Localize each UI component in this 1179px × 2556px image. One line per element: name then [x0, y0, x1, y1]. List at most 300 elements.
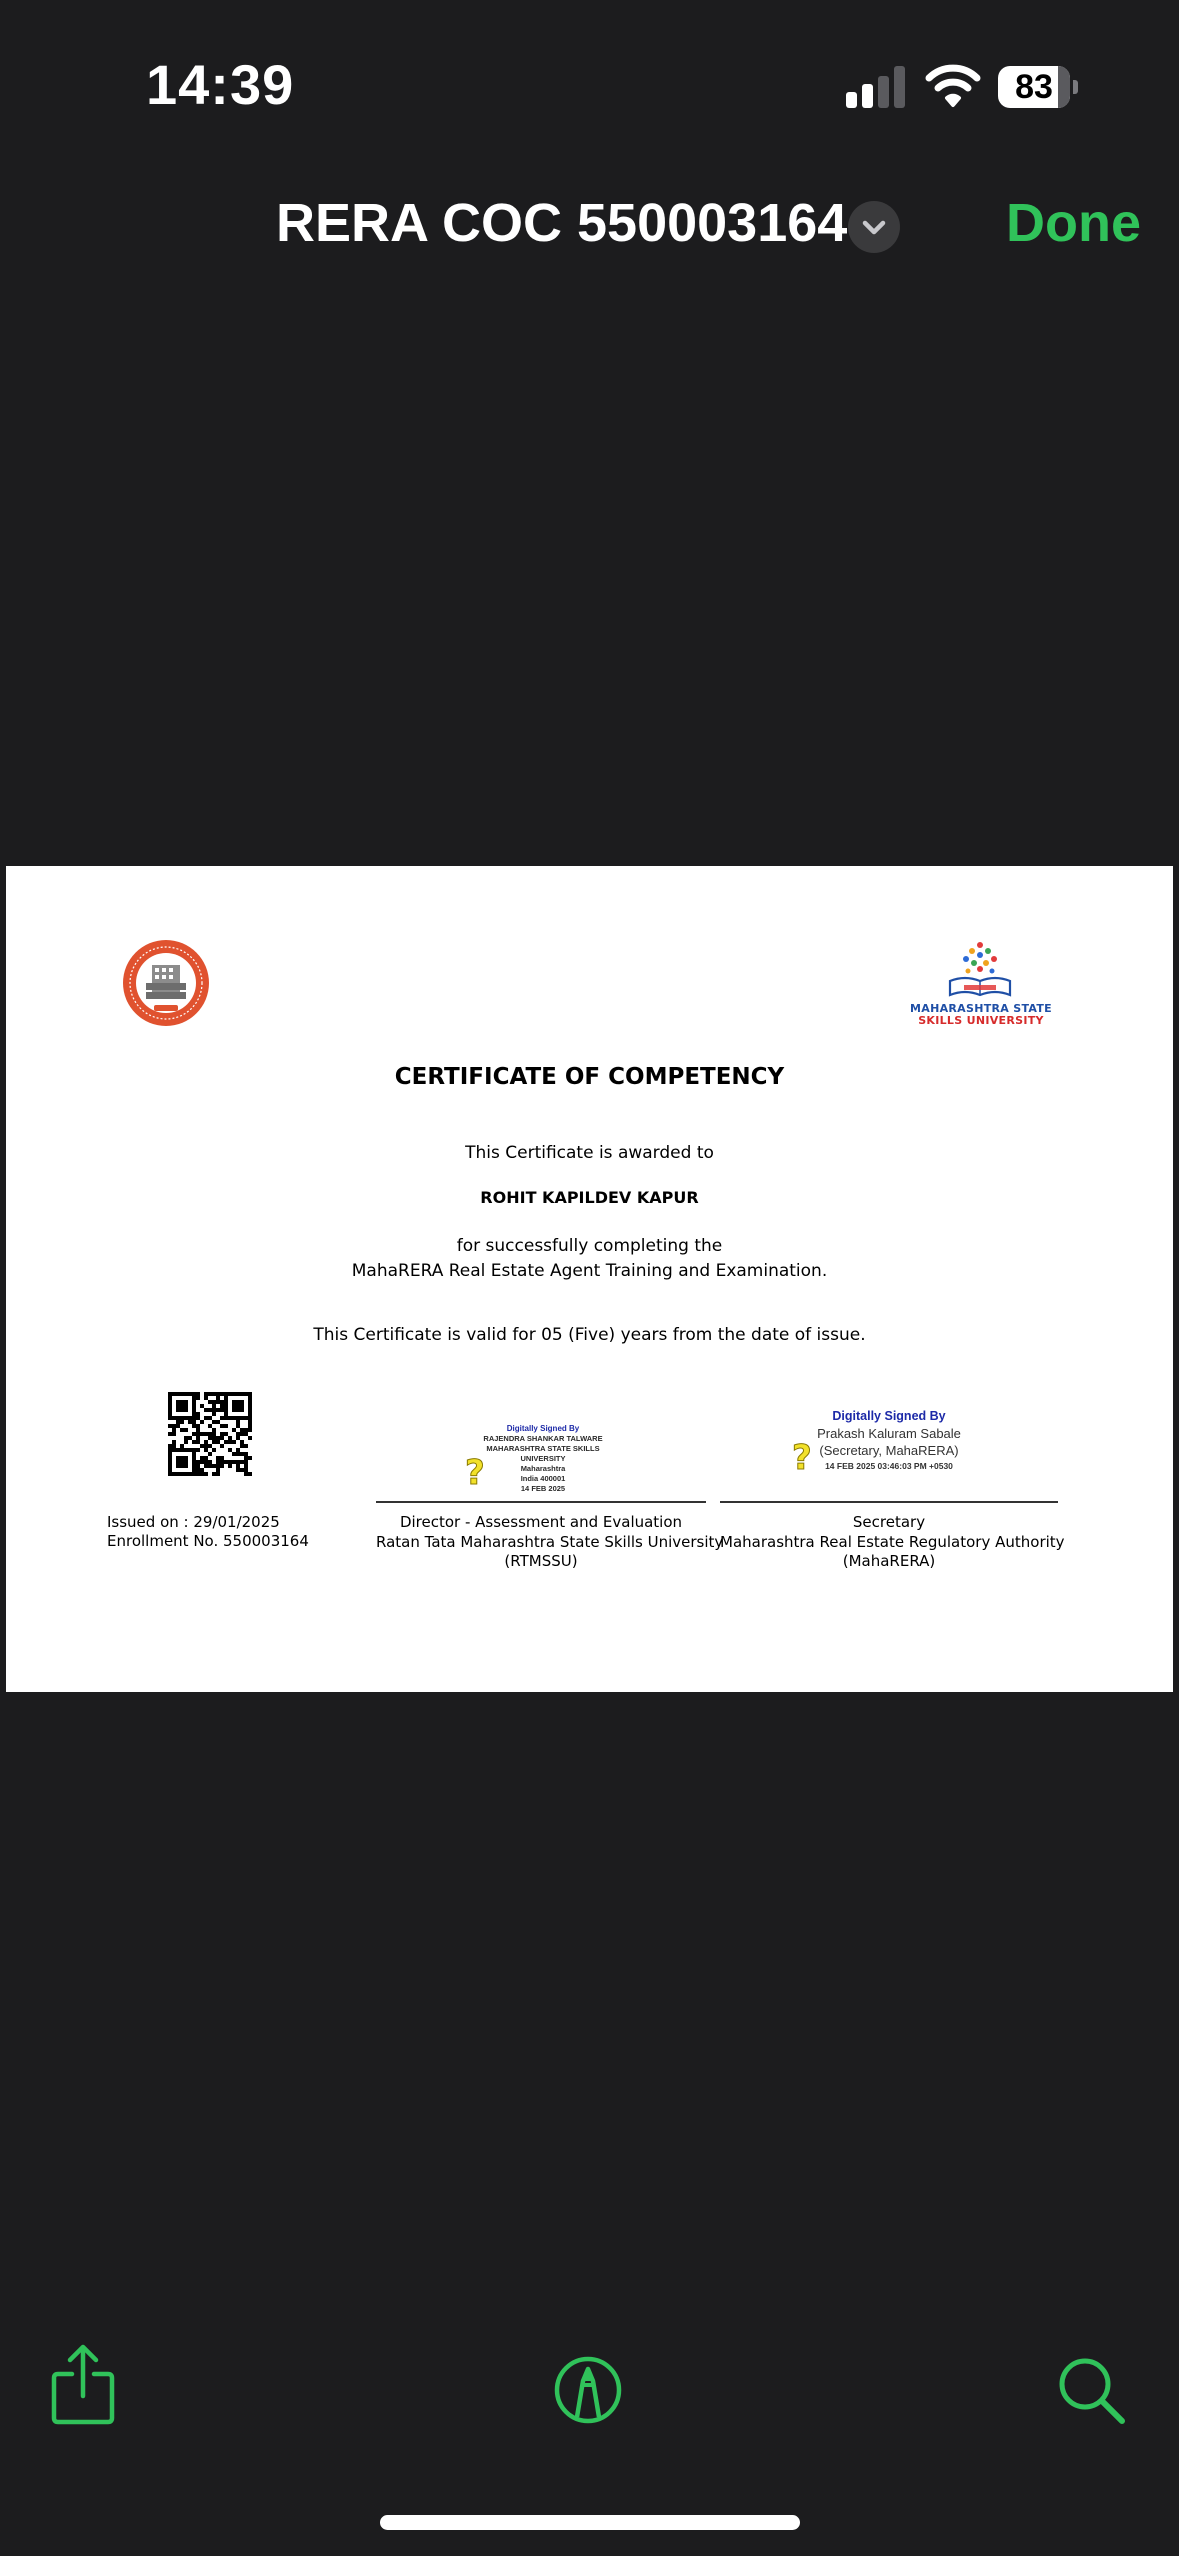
qr-module — [236, 1420, 240, 1424]
validity-text: This Certificate is valid for 05 (Five) years from the date of issue. — [313, 1325, 866, 1345]
qr-module — [184, 1408, 188, 1412]
qr-module — [168, 1472, 172, 1476]
qr-module — [188, 1472, 192, 1476]
qr-module — [220, 1400, 224, 1404]
qr-module — [224, 1396, 228, 1400]
qr-module — [188, 1420, 192, 1424]
certificate-heading: CERTIFICATE OF COMPETENCY — [394, 1064, 785, 1090]
qr-module — [180, 1420, 184, 1424]
qr-module — [236, 1448, 240, 1452]
qr-module — [232, 1416, 236, 1420]
qr-module — [176, 1460, 180, 1464]
title-menu-button[interactable] — [848, 201, 900, 253]
qr-module — [192, 1420, 196, 1424]
wifi-icon — [925, 62, 981, 110]
qr-module — [204, 1416, 208, 1420]
battery-percent: 83 — [1015, 68, 1053, 106]
qr-module — [176, 1472, 180, 1476]
qr-module — [184, 1404, 188, 1408]
qr-module — [184, 1456, 188, 1460]
qr-module — [212, 1400, 216, 1404]
qr-module — [204, 1432, 208, 1436]
qr-module — [196, 1472, 200, 1476]
caption-line: (RTMSSU) — [504, 1552, 578, 1570]
qr-module — [192, 1404, 196, 1408]
qr-module — [216, 1468, 220, 1472]
qr-module — [180, 1428, 184, 1432]
qr-module — [192, 1400, 196, 1404]
qr-module — [180, 1464, 184, 1468]
qr-module — [168, 1412, 172, 1416]
qr-module — [208, 1452, 212, 1456]
qr-module — [172, 1444, 176, 1448]
qr-module — [216, 1456, 220, 1460]
qr-module — [248, 1416, 252, 1420]
qr-module — [212, 1432, 216, 1436]
qr-module — [240, 1452, 244, 1456]
qr-module — [176, 1456, 180, 1460]
qr-module — [240, 1392, 244, 1396]
qr-module — [180, 1472, 184, 1476]
qr-module — [216, 1408, 220, 1412]
unverified-signature-icon: ? — [465, 1453, 485, 1493]
qr-module — [228, 1416, 232, 1420]
qr-module — [168, 1404, 172, 1408]
qr-module — [188, 1448, 192, 1452]
qr-module — [180, 1448, 184, 1452]
qr-module — [176, 1416, 180, 1420]
qr-module — [224, 1412, 228, 1416]
signal-bar — [894, 66, 905, 108]
qr-module — [172, 1392, 176, 1396]
qr-module — [196, 1448, 200, 1452]
qr-module — [244, 1468, 248, 1472]
qr-module — [212, 1428, 216, 1432]
qr-module — [236, 1452, 240, 1456]
qr-module — [224, 1408, 228, 1412]
qr-module — [216, 1400, 220, 1404]
qr-module — [168, 1432, 172, 1436]
qr-module — [196, 1392, 200, 1396]
qr-module — [200, 1420, 204, 1424]
caption-line: Ratan Tata Maharashtra State Skills University — [376, 1532, 724, 1551]
signature-1-line: UNIVERSITY — [520, 1454, 566, 1463]
signature-2-heading: Digitally Signed By — [832, 1409, 946, 1423]
qr-module — [168, 1396, 172, 1400]
qr-code — [168, 1392, 252, 1476]
qr-module — [240, 1408, 244, 1412]
qr-module — [244, 1392, 248, 1396]
maharera-seal-logo — [122, 939, 210, 1027]
completion-line-2: MahaRERA Real Estate Agent Training and Examination. — [351, 1261, 828, 1281]
qr-module — [212, 1464, 216, 1468]
qr-module — [192, 1440, 196, 1444]
qr-module — [188, 1436, 192, 1440]
signature-1-line: 14 FEB 2025 — [520, 1484, 566, 1493]
qr-module — [176, 1424, 180, 1428]
qr-module — [200, 1460, 204, 1464]
qr-module — [244, 1416, 248, 1420]
qr-module — [236, 1460, 240, 1464]
qr-module — [240, 1416, 244, 1420]
qr-module — [212, 1420, 216, 1424]
qr-module — [208, 1460, 212, 1464]
qr-module — [204, 1392, 208, 1396]
qr-module — [212, 1436, 216, 1440]
qr-module — [168, 1468, 172, 1472]
qr-module — [176, 1408, 180, 1412]
qr-module — [212, 1392, 216, 1396]
qr-module — [212, 1440, 216, 1444]
qr-module — [204, 1448, 208, 1452]
qr-module — [236, 1392, 240, 1396]
qr-module — [208, 1392, 212, 1396]
battery-nub — [1073, 80, 1078, 94]
qr-module — [236, 1436, 240, 1440]
qr-module — [228, 1460, 232, 1464]
recipient-name: ROHIT KAPILDEV KAPUR — [480, 1188, 699, 1207]
qr-module — [212, 1408, 216, 1412]
qr-module — [196, 1468, 200, 1472]
qr-module — [196, 1396, 200, 1400]
qr-module — [216, 1460, 220, 1464]
qr-module — [208, 1464, 212, 1468]
chevron-down-icon — [848, 201, 900, 253]
qr-module — [180, 1456, 184, 1460]
qr-module — [212, 1472, 216, 1476]
signal-bar — [846, 92, 857, 108]
signature-1-heading: Digitally Signed By — [506, 1424, 580, 1433]
qr-module — [244, 1432, 248, 1436]
qr-module — [196, 1432, 200, 1436]
qr-module — [180, 1444, 184, 1448]
signal-bar — [862, 84, 873, 108]
qr-module — [184, 1460, 188, 1464]
qr-module — [224, 1404, 228, 1408]
qr-module — [232, 1404, 236, 1408]
signature-2-line: (Secretary, MahaRERA) — [819, 1443, 959, 1458]
qr-module — [228, 1448, 232, 1452]
qr-module — [244, 1460, 248, 1464]
home-indicator[interactable] — [380, 2515, 800, 2530]
qr-module — [232, 1428, 236, 1432]
qr-module — [236, 1464, 240, 1468]
qr-module — [180, 1408, 184, 1412]
qr-module — [248, 1412, 252, 1416]
qr-module — [236, 1400, 240, 1404]
qr-module — [224, 1432, 228, 1436]
qr-module — [208, 1432, 212, 1436]
qr-module — [240, 1404, 244, 1408]
qr-module — [224, 1424, 228, 1428]
qr-module — [168, 1464, 172, 1468]
qr-module — [232, 1400, 236, 1404]
digital-signature-1 — [376, 1424, 710, 1494]
qr-module — [244, 1456, 248, 1460]
qr-module — [200, 1444, 204, 1448]
awarded-text: This Certificate is awarded to — [465, 1143, 714, 1163]
qr-module — [248, 1472, 252, 1476]
signature-2-date: 14 FEB 2025 03:46:03 PM +0530 — [825, 1461, 953, 1471]
qr-module — [220, 1424, 224, 1428]
qr-module — [232, 1408, 236, 1412]
qr-module — [176, 1464, 180, 1468]
qr-module — [192, 1424, 196, 1428]
qr-module — [208, 1436, 212, 1440]
qr-module — [184, 1464, 188, 1468]
qr-module — [196, 1464, 200, 1468]
qr-module — [192, 1472, 196, 1476]
qr-module — [236, 1468, 240, 1472]
qr-module — [188, 1392, 192, 1396]
caption-line: Director - Assessment and Evaluation — [399, 1513, 683, 1531]
qr-module — [204, 1396, 208, 1400]
qr-module — [248, 1400, 252, 1404]
qr-module — [232, 1440, 236, 1444]
qr-module — [204, 1440, 208, 1444]
qr-module — [192, 1412, 196, 1416]
qr-module — [204, 1456, 208, 1460]
qr-module — [180, 1392, 184, 1396]
qr-module — [204, 1460, 208, 1464]
qr-module — [224, 1416, 228, 1420]
qr-module — [192, 1392, 196, 1396]
qr-module — [220, 1444, 224, 1448]
caption-line: (MahaRERA) — [842, 1552, 936, 1570]
qr-module — [192, 1432, 196, 1436]
qr-module — [184, 1436, 188, 1440]
qr-module — [216, 1396, 220, 1400]
qr-module — [188, 1416, 192, 1420]
qr-module — [240, 1460, 244, 1464]
qr-module — [176, 1400, 180, 1404]
enrollment-number: Enrollment No. 550003164 — [107, 1532, 309, 1550]
signature-1-rule — [376, 1501, 706, 1503]
qr-module — [172, 1472, 176, 1476]
qr-module — [224, 1400, 228, 1404]
qr-module — [216, 1420, 220, 1424]
qr-module — [248, 1424, 252, 1428]
qr-module — [240, 1400, 244, 1404]
qr-module — [216, 1440, 220, 1444]
qr-module — [220, 1416, 224, 1420]
qr-module — [236, 1404, 240, 1408]
qr-module — [244, 1452, 248, 1456]
qr-module — [200, 1472, 204, 1476]
qr-module — [192, 1456, 196, 1460]
document-title[interactable]: RERA COC 550003164 — [276, 193, 848, 253]
qr-module — [196, 1460, 200, 1464]
qr-module — [168, 1408, 172, 1412]
qr-module — [196, 1428, 200, 1432]
certificate-page[interactable] — [6, 866, 1173, 1692]
qr-module — [232, 1392, 236, 1396]
qr-module — [208, 1444, 212, 1448]
signature-1-line: India 400001 — [520, 1474, 566, 1483]
qr-module — [240, 1440, 244, 1444]
qr-module — [208, 1424, 212, 1428]
signal-bar — [878, 76, 889, 108]
qr-module — [240, 1468, 244, 1472]
signature-2-rule — [720, 1501, 1058, 1503]
qr-module — [172, 1416, 176, 1420]
qr-module — [228, 1440, 232, 1444]
qr-module — [192, 1468, 196, 1472]
university-logo-line-1: MAHARASHTRA STATE — [910, 1002, 1052, 1015]
qr-module — [240, 1432, 244, 1436]
qr-module — [204, 1472, 208, 1476]
qr-module — [240, 1428, 244, 1432]
qr-module — [204, 1464, 208, 1468]
qr-module — [172, 1448, 176, 1452]
qr-module — [180, 1460, 184, 1464]
qr-module — [204, 1408, 208, 1412]
qr-module — [184, 1440, 188, 1444]
qr-module — [216, 1436, 220, 1440]
qr-module — [220, 1404, 224, 1408]
qr-module — [200, 1404, 204, 1408]
qr-module — [168, 1456, 172, 1460]
signature-1-line: MAHARASHTRA STATE SKILLS — [486, 1444, 600, 1453]
qr-module — [236, 1408, 240, 1412]
qr-module — [244, 1472, 248, 1476]
caption-line: Secretary — [852, 1513, 926, 1531]
qr-module — [248, 1404, 252, 1408]
qr-module — [248, 1436, 252, 1440]
qr-module — [184, 1416, 188, 1420]
qr-module — [176, 1404, 180, 1408]
qr-module — [168, 1460, 172, 1464]
qr-module — [236, 1424, 240, 1428]
qr-module — [172, 1424, 176, 1428]
qr-module — [200, 1468, 204, 1472]
unverified-signature-icon: ? — [792, 1438, 812, 1478]
qr-module — [176, 1420, 180, 1424]
qr-module — [168, 1444, 172, 1448]
qr-module — [176, 1448, 180, 1452]
qr-module — [196, 1440, 200, 1444]
qr-module — [204, 1444, 208, 1448]
qr-module — [248, 1392, 252, 1396]
qr-module — [208, 1416, 212, 1420]
qr-module — [172, 1432, 176, 1436]
qr-module — [184, 1428, 188, 1432]
qr-module — [220, 1392, 224, 1396]
qr-module — [192, 1448, 196, 1452]
signature-1-line: Maharashtra — [520, 1464, 566, 1473]
qr-module — [224, 1440, 228, 1444]
issued-on-date: Issued on : 29/01/2025 — [107, 1513, 280, 1531]
university-logo-line-2: SKILLS UNIVERSITY — [918, 1014, 1044, 1027]
qr-module — [248, 1408, 252, 1412]
qr-module — [192, 1396, 196, 1400]
qr-module — [196, 1436, 200, 1440]
qr-module — [232, 1460, 236, 1464]
digital-signature-2 — [720, 1407, 1058, 1478]
qr-module — [212, 1412, 216, 1416]
qr-module — [212, 1404, 216, 1408]
qr-module — [248, 1456, 252, 1460]
qr-module — [236, 1416, 240, 1420]
qr-module — [216, 1464, 220, 1468]
qr-module — [248, 1396, 252, 1400]
qr-module — [208, 1408, 212, 1412]
markup-icon[interactable] — [553, 2355, 623, 2425]
qr-module — [220, 1432, 224, 1436]
qr-module — [184, 1400, 188, 1404]
caption-line: Maharashtra Real Estate Regulatory Authority — [720, 1532, 1065, 1551]
qr-module — [224, 1460, 228, 1464]
signature-2-line: Prakash Kaluram Sabale — [817, 1426, 961, 1441]
qr-module — [172, 1428, 176, 1432]
qr-module — [192, 1408, 196, 1412]
qr-module — [200, 1432, 204, 1436]
qr-module — [216, 1472, 220, 1476]
battery-indicator — [998, 66, 1078, 108]
cellular-signal-icon — [846, 66, 906, 108]
qr-module — [192, 1464, 196, 1468]
qr-module — [184, 1392, 188, 1396]
qr-module — [212, 1448, 216, 1452]
qr-module — [236, 1432, 240, 1436]
qr-module — [180, 1416, 184, 1420]
qr-module — [192, 1452, 196, 1456]
qr-module — [224, 1392, 228, 1396]
qr-module — [180, 1400, 184, 1404]
qr-module — [232, 1452, 236, 1456]
completion-line-1: for successfully completing the — [456, 1236, 723, 1256]
share-icon[interactable] — [50, 2342, 116, 2426]
qr-module — [200, 1456, 204, 1460]
qr-module — [168, 1424, 172, 1428]
done-button[interactable]: Done — [1006, 193, 1141, 253]
director-caption — [376, 1513, 724, 1572]
qr-module — [220, 1460, 224, 1464]
qr-module — [228, 1436, 232, 1440]
qr-module — [228, 1392, 232, 1396]
qr-module — [192, 1460, 196, 1464]
qr-module — [248, 1420, 252, 1424]
qr-module — [220, 1456, 224, 1460]
issue-info — [107, 1513, 309, 1551]
status-time: 14:39 — [146, 53, 295, 116]
qr-module — [172, 1440, 176, 1444]
qr-module — [244, 1464, 248, 1468]
qr-module — [168, 1400, 172, 1404]
qr-module — [196, 1412, 200, 1416]
qr-module — [220, 1464, 224, 1468]
signature-1-line: RAJENDRA SHANKAR TALWARE — [483, 1434, 603, 1443]
qr-module — [184, 1448, 188, 1452]
qr-module — [196, 1424, 200, 1428]
qr-module — [168, 1448, 172, 1452]
qr-module — [228, 1464, 232, 1468]
qr-module — [192, 1416, 196, 1420]
qr-module — [240, 1444, 244, 1448]
qr-module — [244, 1444, 248, 1448]
qr-module — [220, 1408, 224, 1412]
qr-module — [196, 1416, 200, 1420]
qr-module — [216, 1392, 220, 1396]
qr-module — [208, 1400, 212, 1404]
qr-module — [184, 1472, 188, 1476]
qr-module — [180, 1404, 184, 1408]
search-icon[interactable] — [1056, 2355, 1126, 2425]
qr-module — [168, 1452, 172, 1456]
qr-module — [168, 1416, 172, 1420]
qr-module — [244, 1428, 248, 1432]
qr-module — [168, 1392, 172, 1396]
